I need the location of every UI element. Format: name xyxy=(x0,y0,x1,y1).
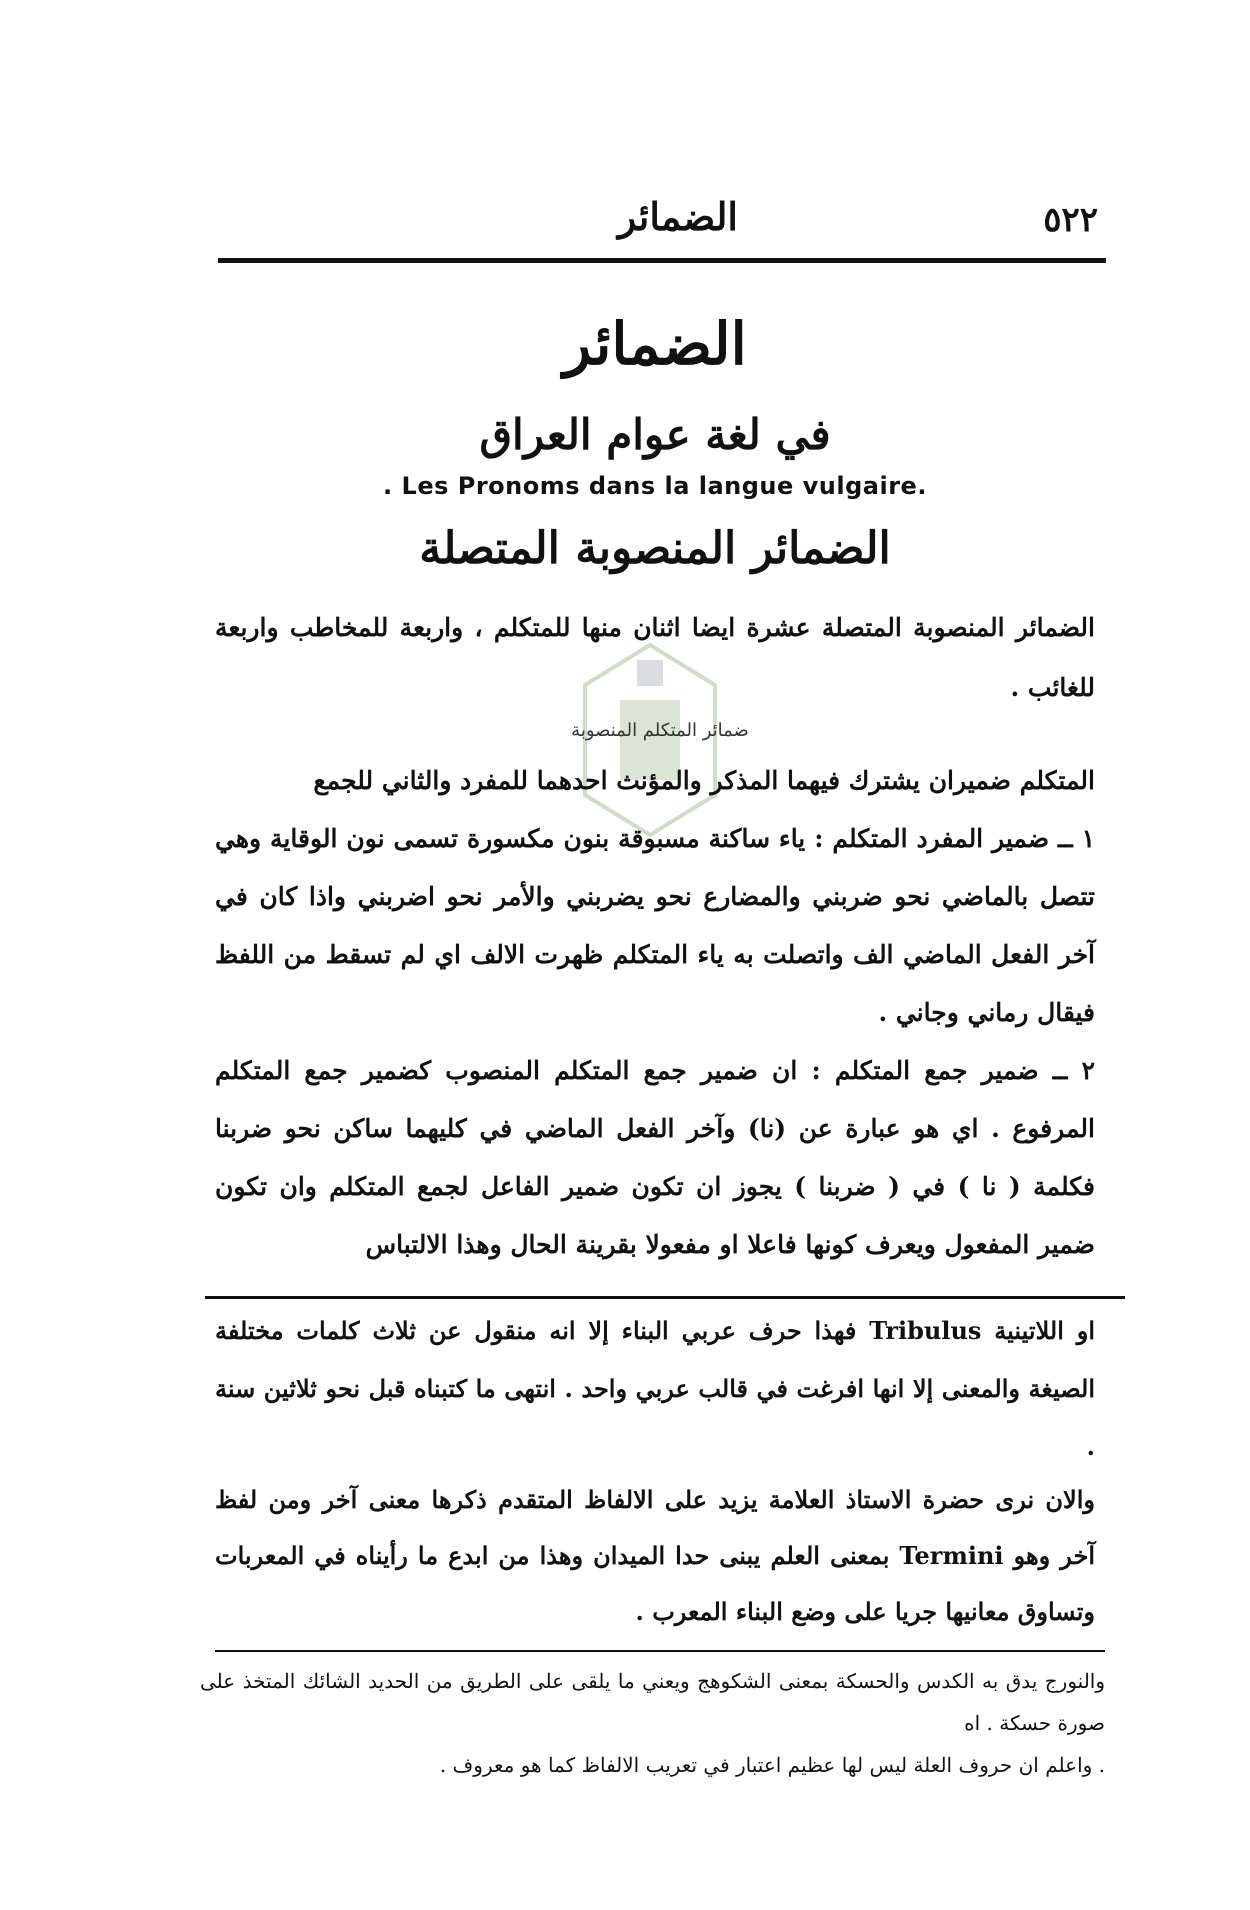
commentary-text: والان نرى حضرة الاستاذ العلامة يزيد على الالفاظ المتقدم ذكرها معنى آخر ومن لفظ آخر وهو Termini بمعنى العلم يبنى حدا الميدان وهذا من ابدع ما رأيناه في المعربات وتساوق معانيها جريا على وضع البناء المعرب . xyxy=(215,1485,1095,1626)
continuation-text: او اللاتينية Tribulus فهذا حرف عربي البناء إلا انه منقول عن ثلاث كلمات مختلفة الصيغة والمعنى إلا انها افرغت في قالب عربي واحد . انتهى ما كتبناه قبل نحو ثلاثين سنة . xyxy=(215,1316,1096,1461)
main-body xyxy=(215,752,1095,1274)
intro-text: الضمائر المنصوبة المتصلة عشرة ايضا اثنان منها للمتكلم ، واربعة للمخاطب واربعة للغائب . xyxy=(215,613,1095,702)
article-subtitle-french: . Les Pronoms dans la langue vulgaire. xyxy=(383,472,927,500)
footnote: والنورج يدق به الكدس والحسكة بمعنى الشكوهج ويعني ما يلقى على الطريق من الحديد الشائك المتخذ على صورة حسكة . اه xyxy=(200,1669,1105,1735)
running-title: الضمائر xyxy=(617,194,738,239)
article-subtitle-arabic: في لغة عوام العراق xyxy=(479,410,831,459)
quotation-divider xyxy=(205,1296,1125,1299)
subsection-heading: ضمائر المتكلم المنصوبة xyxy=(571,720,749,741)
footnotes xyxy=(200,1660,1105,1786)
body-paragraph: ٢ ــ ضمير جمع المتكلم : ان ضمير جمع المتكلم المنصوب كضمير جمع المتكلم المرفوع . اي هو عبارة عن (نا) وآخر الفعل الماضي في كليهما ساكن نحو ضربنا فكلمة ( نا ) في ( ضربنا ) يجوز ان تكون ضمير الفاعل لجمع المتكلم وان تكون ضمير المفعول ويعرف كونها فاعلا او مفعولا بقرينة الحال وهذا الالتباس xyxy=(215,1056,1095,1259)
page-header xyxy=(218,190,1098,254)
section-heading: الضمائر المنصوبة المتصلة xyxy=(419,523,891,574)
body-paragraph: المتكلم ضميران يشترك فيهما المذكر والمؤنث احدهما للمفرد والثاني للجمع xyxy=(313,766,1095,795)
quoted-continuation xyxy=(215,1302,1095,1476)
commentary-paragraph xyxy=(215,1472,1095,1640)
article-title: الضمائر xyxy=(563,310,747,378)
header-rule xyxy=(218,258,1106,263)
footnote: . واعلم ان حروف العلة ليس لها عظيم اعتبار في تعريب الالفاظ كما هو معروف . xyxy=(439,1753,1105,1777)
page-number: ٥٢٢ xyxy=(1043,200,1098,240)
body-paragraph: ١ ــ ضمير المفرد المتكلم : ياء ساكنة مسبوقة بنون مكسورة تسمى نون الوقاية وهي تتصل بالماضي نحو ضربني والمضارع نحو يضربني والأمر نحو اضربني واذا كان في آخر الفعل الماضي الف واتصلت به ياء المتكلم ظهرت الالف اي لم تسقط من اللفظ فيقال رماني وجاني . xyxy=(215,824,1095,1027)
footnote-rule xyxy=(215,1650,1105,1652)
